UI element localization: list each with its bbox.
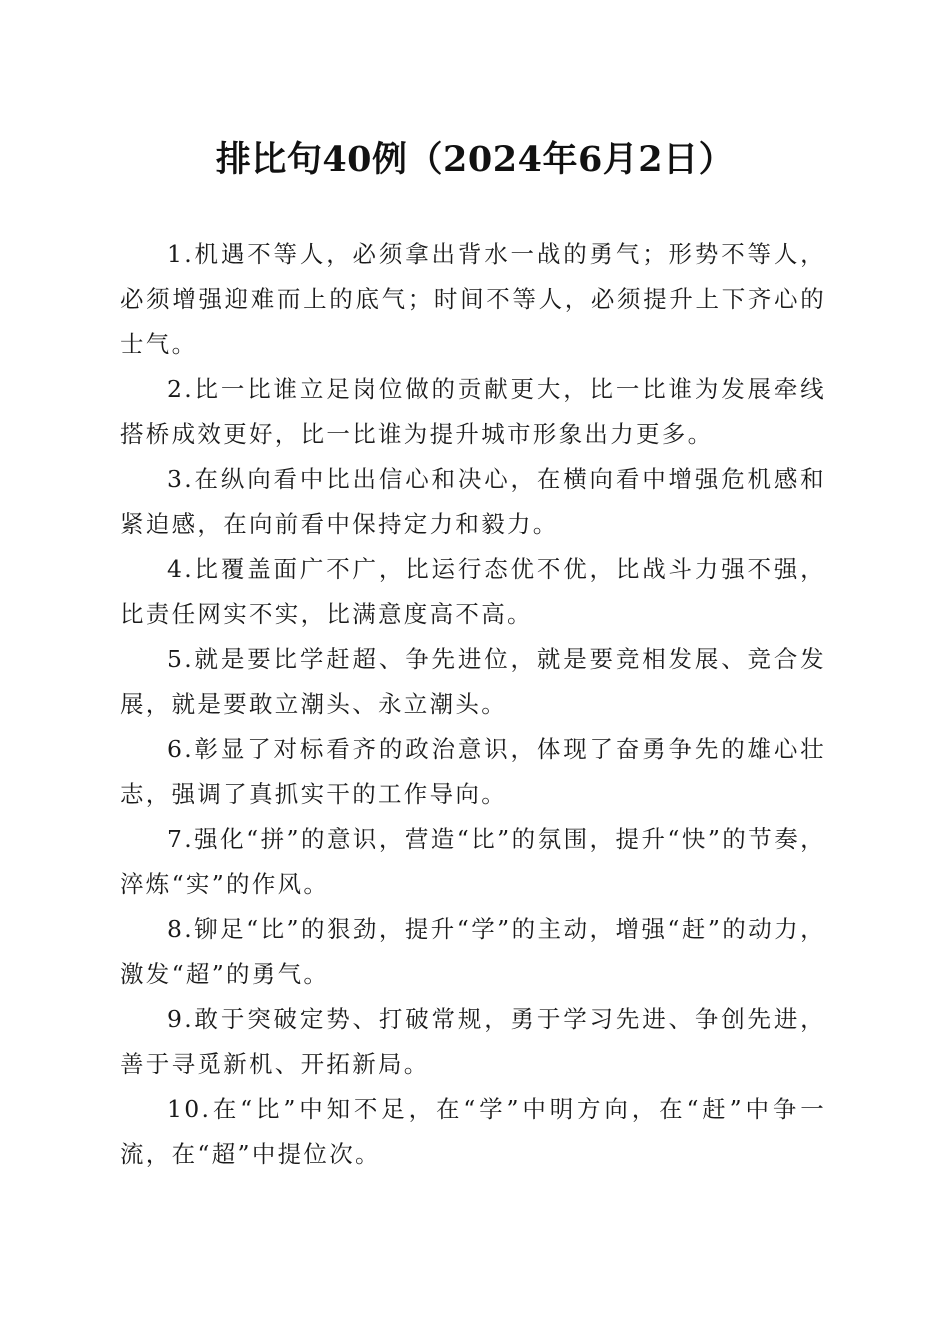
paragraph-6: 6.彰显了对标看齐的政治意识，体现了奋勇争先的雄心壮志，强调了真抓实干的工作导向。 xyxy=(120,735,826,808)
document-body xyxy=(120,232,826,1177)
paragraph-4: 4.比覆盖面广不广，比运行态优不优，比战斗力强不强，比责任网实不实，比满意度高不高。 xyxy=(120,555,826,628)
paragraph-5: 5.就是要比学赶超、争先进位，就是要竞相发展、竞合发展，就是要敢立潮头、永立潮头。 xyxy=(120,645,826,718)
paragraph-7: 7.强化“拼”的意识，营造“比”的氛围，提升“快”的节奏，淬炼“实”的作风。 xyxy=(120,825,826,898)
paragraph-9: 9.敢于突破定势、打破常规，勇于学习先进、争创先进，善于寻觅新机、开拓新局。 xyxy=(120,1005,826,1078)
page-title: 排比句40例（2024年6月2日） xyxy=(215,139,735,180)
paragraph-3: 3.在纵向看中比出信心和决心，在横向看中增强危机感和紧迫感，在向前看中保持定力和毅力。 xyxy=(120,465,826,538)
paragraph-2: 2.比一比谁立足岗位做的贡献更大，比一比谁为发展牵线搭桥成效更好，比一比谁为提升城市形象出力更多。 xyxy=(120,375,826,448)
paragraph-8: 8.铆足“比”的狠劲，提升“学”的主动，增强“赶”的动力，激发“超”的勇气。 xyxy=(120,915,826,988)
paragraph-1: 1.机遇不等人，必须拿出背水一战的勇气；形势不等人，必须增强迎难而上的底气；时间不等人，必须提升上下齐心的士气。 xyxy=(120,240,826,358)
paragraph-10: 10.在“比”中知不足，在“学”中明方向，在“赶”中争一流，在“超”中提位次。 xyxy=(120,1095,826,1168)
